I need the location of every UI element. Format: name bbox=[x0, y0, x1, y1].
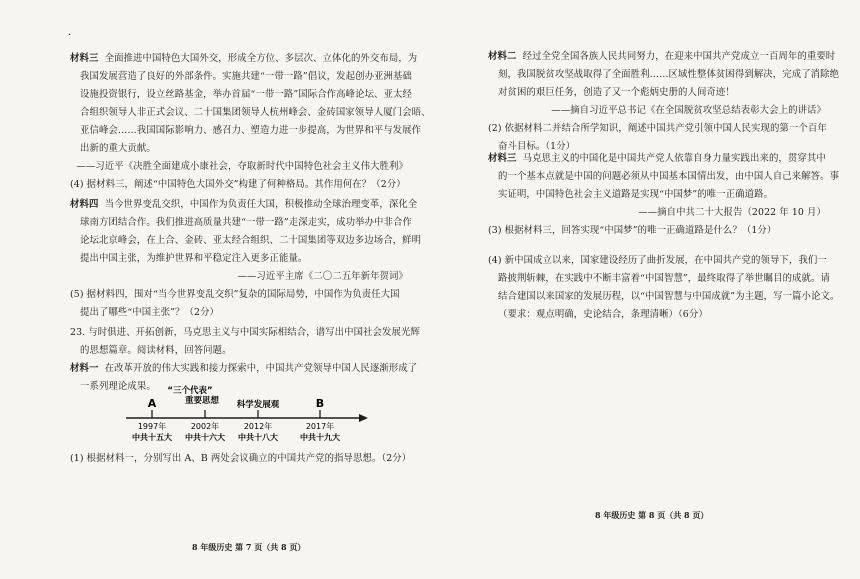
congress-18: 中共十八大 bbox=[238, 433, 278, 442]
question-2-line-2: 奋斗目标。（1分） bbox=[498, 141, 576, 152]
question-4b-block bbox=[488, 252, 838, 324]
material-4-source: ——习近平主席《二〇二五年新年贺词》 bbox=[237, 271, 408, 282]
material-3-line-2: 我国发展营造了良好的外部条件。实施共建“一带一路”倡议，发起创办亚洲基础 bbox=[80, 71, 412, 82]
year-1997: 1997年 bbox=[137, 422, 167, 431]
material-2-line-3: 对贫困的艰巨任务，创造了又一个彪炳史册的人间奇迹！ bbox=[498, 87, 735, 98]
label-important-thought: 重要思想 bbox=[184, 396, 220, 406]
question-4b-line-3: 结合建国以来国家的发展历程，以“中国智慧与中国成就”为主题，写一篇小论文。 bbox=[498, 291, 840, 302]
point-b-label: B bbox=[315, 397, 325, 410]
page-7-footer: 8 年级历史 第 7 页（共 8 页） bbox=[192, 542, 306, 552]
material-4-line-2: 球南方团结合作。我们推进高质量共建“一带一路”走深走实，成功举办中非合作 bbox=[80, 217, 412, 228]
material-1-line-1: 在改革开放的伟大实践和接力探索中，中国共产党领导中国人民逐渐形成了 bbox=[104, 363, 418, 374]
timeline-arrow bbox=[359, 414, 368, 422]
material-2-line-2: 刻，我国脱贫攻坚战取得了全面胜利……区域性整体贫困得到解决，完成了消除绝 bbox=[498, 69, 840, 80]
material-2-line-1: 经过全党全国各族人民共同努力，在迎来中国共产党成立一百周年的重要时 bbox=[522, 51, 836, 62]
scan-mark: · bbox=[68, 30, 72, 41]
material-2-block bbox=[488, 48, 838, 156]
question-5-line-2: 提出了哪些“中国主张”？（2分） bbox=[80, 307, 220, 318]
material-4-block bbox=[70, 196, 420, 322]
material-3-source: ——习近平《决胜全面建成小康社会，夺取新时代中国特色社会主义伟大胜利》 bbox=[76, 161, 408, 172]
question-23-intro-1: 23. 与时俱进、开拓创新，马克思主义与中国实际相结合，谱写出中国社会发展光辉 bbox=[70, 327, 420, 338]
material-3-line-3: 设施投资银行，设立丝路基金，举办首届“一带一路”国际合作高峰论坛、亚太经 bbox=[80, 89, 412, 100]
material-3b-block bbox=[488, 150, 838, 240]
question-23-intro-2: 的思想篇章。阅读材料，回答问题。 bbox=[80, 345, 232, 356]
material-3-label: 材料三 bbox=[70, 53, 99, 64]
question-4b-line-1: (4) 新中国成立以来，国家建设经历了曲折发展，在中国共产党的领导下，我们一 bbox=[488, 255, 827, 266]
material-3b-line-2: 的一个基本点就是中国的问题必须从中国基本国情出发，由中国人自己来解答。事 bbox=[498, 171, 840, 182]
material-1-line-2: 一系列理论成果。 bbox=[80, 381, 156, 392]
material-3-line-1: 全面推进中国特色大国外交，形成全方位、多层次、立体化的外交布局，为 bbox=[104, 53, 418, 64]
page-8-footer: 8 年级历史 第 8 页（共 8 页） bbox=[595, 510, 709, 520]
material-4-line-1: 当今世界变乱交织，中国作为负责任大国，积极推动全球治理变革，深化全 bbox=[104, 199, 418, 210]
material-3b-source: ——摘自中共二十大报告（2022 年 10 月） bbox=[638, 207, 826, 218]
material-3-line-5: 亚信峰会……我国国际影响力、感召力、塑造力进一步提高，为世界和平与发展作 bbox=[80, 125, 422, 136]
question-4: (4) 据材料三，阐述“中国特色大国外交”构建了何种格局。其作用何在？（2分） bbox=[70, 179, 406, 190]
year-2002: 2002年 bbox=[190, 422, 220, 431]
page-8 bbox=[430, 0, 860, 579]
material-1-label: 材料一 bbox=[70, 363, 99, 374]
year-2012: 2012年 bbox=[243, 422, 273, 431]
material-3b-label: 材料三 bbox=[488, 153, 517, 164]
point-a-label: A bbox=[147, 397, 157, 410]
label-three-represents: “三个代表” bbox=[167, 386, 213, 396]
congress-15: 中共十五大 bbox=[132, 433, 172, 442]
material-3b-line-1: 马克思主义的中国化是中国共产党人依靠自身力量实践出来的，贯穿其中 bbox=[522, 153, 826, 164]
timeline-diagram bbox=[120, 385, 370, 445]
material-4-line-3: 论坛北京峰会，在上合、金砖、亚太经合组织、二十国集团等双边多边场合，鲜明 bbox=[80, 235, 422, 246]
year-2017: 2017年 bbox=[305, 422, 335, 431]
congress-16: 中共十六大 bbox=[185, 433, 225, 442]
question-2-line-1: (2) 依据材料二并结合所学知识，阐述中国共产党引领中国人民实现的第一个百年 bbox=[488, 123, 827, 134]
material-3-line-6: 出新的重大贡献。 bbox=[80, 143, 156, 154]
question-5-line-1: (5) 据材料四，围对“当今世界变乱交织”复杂的国际局势，中国作为负责任大国 bbox=[70, 289, 400, 300]
question-4b-line-2: 路披荆斩棘，在实践中不断丰富着“中国智慧”，最终取得了举世瞩目的成就。请 bbox=[498, 273, 830, 284]
material-3b-line-3: 实证明，中国特色社会主义道路是实现“中国梦”的唯一正确道路。 bbox=[498, 189, 774, 200]
question-4b-line-4: （要求：观点明确，史论结合，条理清晰）（6分） bbox=[498, 309, 708, 320]
material-3-line-4: 合组织领导人非正式会议、二十国集团领导人杭州峰会、金砖国家领导人厦门会晤、 bbox=[80, 107, 431, 118]
label-scientific-outlook: 科学发展观 bbox=[236, 400, 280, 410]
material-2-source: ——摘自习近平总书记《在全国脱贫攻坚总结表彰大会上的讲话》 bbox=[551, 105, 826, 116]
question-1: (1) 根据材料一，分别写出 A、B 两处会议确立的中国共产党的指导思想。（2分） bbox=[70, 453, 412, 464]
question-1-block bbox=[70, 450, 420, 468]
material-4-label: 材料四 bbox=[70, 199, 99, 210]
material-3-block bbox=[70, 50, 431, 194]
material-2-label: 材料二 bbox=[488, 51, 517, 62]
material-4-line-4: 提出中国主张，为维护世界和平稳定注入更多正能量。 bbox=[80, 253, 308, 264]
question-3: (3) 根据材料三，回答实现“中国梦”的唯一正确道路是什么？（1分） bbox=[488, 225, 777, 236]
congress-19: 中共十九大 bbox=[300, 433, 340, 442]
